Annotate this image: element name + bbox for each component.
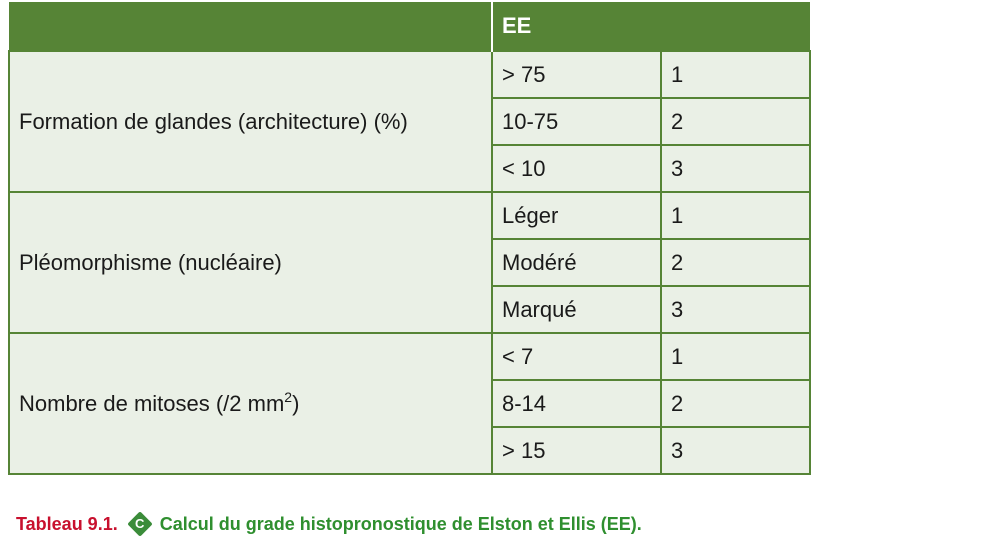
criterion-label: Nombre de mitoses (/2 $mm^2$) [9,333,492,474]
score-cell: 2 [661,239,810,286]
score-cell: 3 [661,286,810,333]
range-cell: 8-14 [492,380,661,427]
range-cell: < 10 [492,145,661,192]
range-cell: 10-75 [492,98,661,145]
range-cell: Léger [492,192,661,239]
range-cell: < 7 [492,333,661,380]
range-cell: Marqué [492,286,661,333]
score-cell: 3 [661,427,810,474]
table-caption [16,512,642,536]
score-cell: 2 [661,98,810,145]
score-cell: 1 [661,192,810,239]
table-row [9,51,810,98]
range-cell: Modéré [492,239,661,286]
score-cell: 1 [661,333,810,380]
table-header-row [9,2,810,51]
header-ee: EE [492,2,810,51]
table-row [9,333,810,380]
header-empty-cell [9,2,492,51]
grade-c-diamond-icon [128,512,152,536]
range-cell: > 15 [492,427,661,474]
criterion-label: Pléomorphisme (nucléaire) [9,192,492,333]
badge-letter: C [135,516,145,531]
range-cell: > 75 [492,51,661,98]
score-cell: 1 [661,51,810,98]
caption-text: Calcul du grade histopronostique de Elston et Ellis (EE). [159,513,642,534]
score-cell: 3 [661,145,810,192]
caption-number: Tableau 9.1. [16,513,118,534]
score-cell: 2 [661,380,810,427]
criterion-label: Formation de glandes (architecture) (%) [9,51,492,192]
grading-table [8,2,811,475]
table-row [9,192,810,239]
